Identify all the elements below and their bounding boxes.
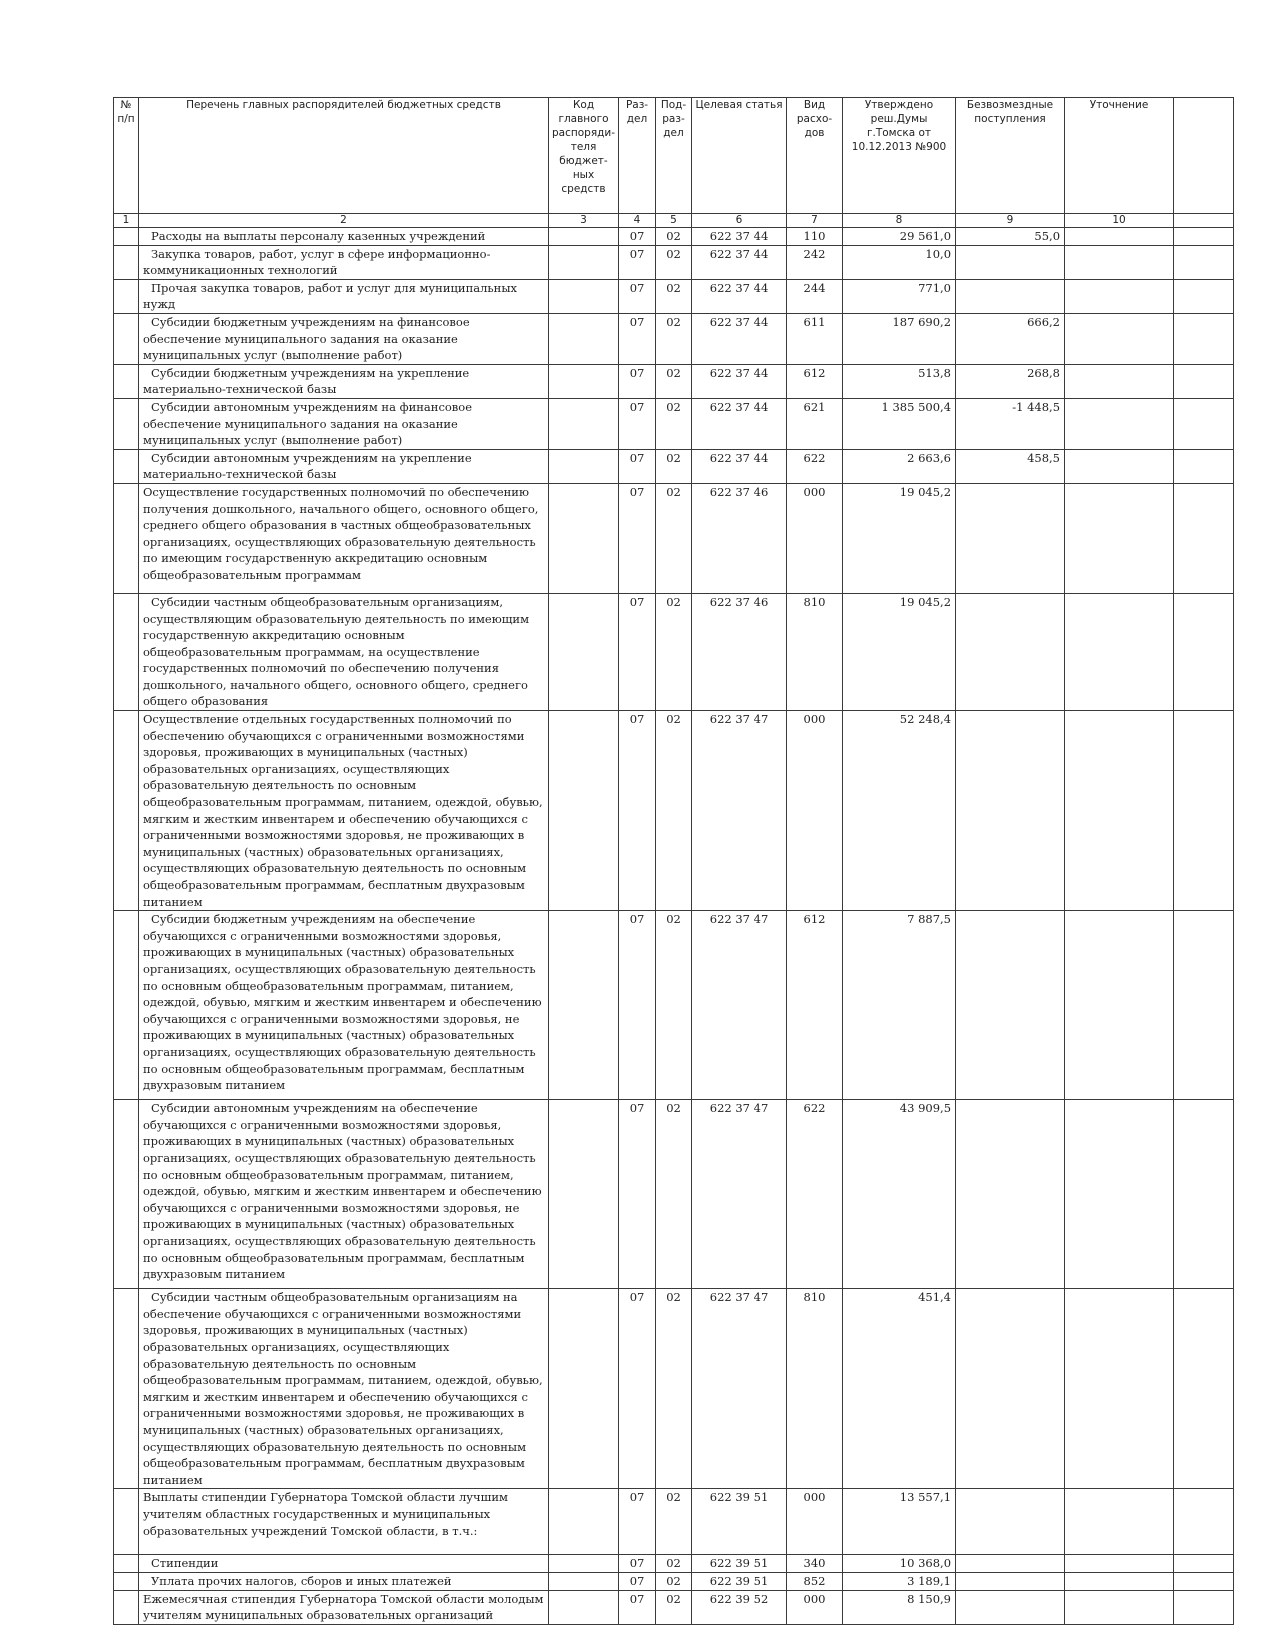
header-expense-type: Вид расхо-дов xyxy=(787,98,843,214)
row-name: Субсидии автономным учреждениям на финансовое обеспечение муниципального задания на оказание муниципальных услуг (выполнение работ) xyxy=(139,398,549,449)
row-target-article: 622 37 44 xyxy=(692,398,787,449)
row-section: 07 xyxy=(619,279,656,313)
row-grants: 268,8 xyxy=(956,364,1065,398)
row-code xyxy=(549,593,619,710)
column-number: 5 xyxy=(656,214,692,228)
row-section: 07 xyxy=(619,1555,656,1573)
row-target-article: 622 37 44 xyxy=(692,313,787,364)
row-grants xyxy=(956,1590,1065,1624)
row-section: 07 xyxy=(619,245,656,279)
row-target-article: 622 37 44 xyxy=(692,228,787,246)
row-extra xyxy=(1174,449,1234,483)
row-code xyxy=(549,911,619,1100)
row-approved: 187 690,2 xyxy=(843,313,956,364)
row-name: Закупка товаров, работ, услуг в сфере информационно-коммуникационных технологий xyxy=(139,245,549,279)
row-expense-type: 000 xyxy=(787,1489,843,1555)
row-expense-type: 340 xyxy=(787,1555,843,1573)
row-name: Осуществление отдельных государственных полномочий по обеспечению обучающихся с ограниченными возможностями здоровья, проживающих в муниципальных (частных) образовательных организациях, осуществляющих образовательную деятельность по основным общеобразовательным программам, питанием, одеждой, обувью, мягким и жестким инвентарем и обеспечению обучающихся с ограниченными возможностями здоровья, не проживающих в муниципальных (частных) образовательных организациях, осуществляющих образовательную деятельность по основным общеобразовательным программам, бесплатным двухразовым питанием xyxy=(139,711,549,911)
row-extra xyxy=(1174,398,1234,449)
row-expense-type: 612 xyxy=(787,911,843,1100)
row-name: Субсидии бюджетным учреждениям на обеспечение обучающихся с ограниченными возможностями здоровья, проживающих в муниципальных (частных) образовательных организациях, осуществляющих образовательную деятельность по основным общеобразовательным программам, питанием, одеждой, обувью, мягким и жестким инвентарем и обеспечению обучающихся с ограниченными возможностями здоровья, не проживающих в муниципальных (частных) образовательных организациях, осуществляющих образовательную деятельность по основным общеобразовательным программам, бесплатным двухразовым питанием xyxy=(139,911,549,1100)
row-clarification xyxy=(1065,279,1174,313)
row-expense-type: 621 xyxy=(787,398,843,449)
row-number xyxy=(114,313,139,364)
row-grants xyxy=(956,245,1065,279)
row-number xyxy=(114,364,139,398)
row-subsection: 02 xyxy=(656,1572,692,1590)
row-target-article: 622 37 47 xyxy=(692,1100,787,1289)
row-approved: 10 368,0 xyxy=(843,1555,956,1573)
row-approved: 10,0 xyxy=(843,245,956,279)
row-grants: 666,2 xyxy=(956,313,1065,364)
row-expense-type: 810 xyxy=(787,593,843,710)
row-section: 07 xyxy=(619,228,656,246)
column-number: 6 xyxy=(692,214,787,228)
row-approved: 19 045,2 xyxy=(843,483,956,593)
row-approved: 7 887,5 xyxy=(843,911,956,1100)
row-name: Субсидии автономным учреждениям на обеспечение обучающихся с ограниченными возможностями здоровья, проживающих в муниципальных (частных) образовательных организациях, осуществляющих образовательную деятельность по основным общеобразовательным программам, питанием, одеждой, обувью, мягким и жестким инвентарем и обеспечению обучающихся с ограниченными возможностями здоровья, не проживающих в муниципальных (частных) образовательных организациях, осуществляющих образовательную деятельность по основным общеобразовательным программам, бесплатным двухразовым питанием xyxy=(139,1100,549,1289)
table-row xyxy=(114,313,1234,364)
row-target-article: 622 39 51 xyxy=(692,1572,787,1590)
row-expense-type: 000 xyxy=(787,483,843,593)
row-approved: 1 385 500,4 xyxy=(843,398,956,449)
row-target-article: 622 37 47 xyxy=(692,711,787,911)
column-number: 1 xyxy=(114,214,139,228)
row-expense-type: 612 xyxy=(787,364,843,398)
table-header-row xyxy=(114,98,1234,214)
row-number xyxy=(114,1590,139,1624)
row-approved: 451,4 xyxy=(843,1289,956,1489)
row-subsection: 02 xyxy=(656,279,692,313)
row-subsection: 02 xyxy=(656,1100,692,1289)
row-grants xyxy=(956,1489,1065,1555)
table-row xyxy=(114,1590,1234,1624)
row-code xyxy=(549,1289,619,1489)
row-number xyxy=(114,398,139,449)
row-clarification xyxy=(1065,449,1174,483)
row-target-article: 622 37 44 xyxy=(692,245,787,279)
row-extra xyxy=(1174,228,1234,246)
column-number xyxy=(1174,214,1234,228)
column-number: 10 xyxy=(1065,214,1174,228)
row-code xyxy=(549,398,619,449)
row-section: 07 xyxy=(619,1489,656,1555)
row-name: Субсидии автономным учреждениям на укрепление материально-технической базы xyxy=(139,449,549,483)
header-clarification: Уточнение xyxy=(1065,98,1174,214)
row-approved: 13 557,1 xyxy=(843,1489,956,1555)
header-recipients: Перечень главных распорядителей бюджетных средств xyxy=(139,98,549,214)
row-name: Расходы на выплаты персоналу казенных учреждений xyxy=(139,228,549,246)
row-number xyxy=(114,1555,139,1573)
row-code xyxy=(549,711,619,911)
row-code xyxy=(549,279,619,313)
row-clarification xyxy=(1065,911,1174,1100)
row-clarification xyxy=(1065,245,1174,279)
row-approved: 2 663,6 xyxy=(843,449,956,483)
row-section: 07 xyxy=(619,313,656,364)
row-approved: 8 150,9 xyxy=(843,1590,956,1624)
row-code xyxy=(549,1100,619,1289)
row-name: Субсидии бюджетным учреждениям на укрепление материально-технической базы xyxy=(139,364,549,398)
row-clarification xyxy=(1065,1572,1174,1590)
row-code xyxy=(549,1572,619,1590)
row-grants xyxy=(956,1555,1065,1573)
row-section: 07 xyxy=(619,1100,656,1289)
table-row xyxy=(114,449,1234,483)
row-grants xyxy=(956,483,1065,593)
row-name: Субсидии частным общеобразовательным организациям на обеспечение обучающихся с ограниченными возможностями здоровья, проживающих в муниципальных (частных) образовательных организациях, осуществляющих образовательную деятельность по основным общеобразовательным программам, питанием, одеждой, обувью, мягким и жестким инвентарем и обеспечению обучающихся с ограниченными возможностями здоровья, не проживающих в муниципальных (частных) образовательных организациях, осуществляющих образовательную деятельность по основным общеобразовательным программам, бесплатным двухразовым питанием xyxy=(139,1289,549,1489)
row-extra xyxy=(1174,1100,1234,1289)
row-name: Прочая закупка товаров, работ и услуг для муниципальных нужд xyxy=(139,279,549,313)
table-row xyxy=(114,911,1234,1100)
row-subsection: 02 xyxy=(656,593,692,710)
table-row xyxy=(114,1289,1234,1489)
row-grants xyxy=(956,1572,1065,1590)
header-grants: Безвозмездные поступления xyxy=(956,98,1065,214)
row-grants xyxy=(956,911,1065,1100)
row-extra xyxy=(1174,711,1234,911)
row-extra xyxy=(1174,313,1234,364)
row-expense-type: 622 xyxy=(787,449,843,483)
row-clarification xyxy=(1065,1489,1174,1555)
row-number xyxy=(114,1489,139,1555)
row-number xyxy=(114,1572,139,1590)
row-code xyxy=(549,1590,619,1624)
row-code xyxy=(549,449,619,483)
column-number: 9 xyxy=(956,214,1065,228)
row-expense-type: 611 xyxy=(787,313,843,364)
row-grants xyxy=(956,1100,1065,1289)
table-row xyxy=(114,228,1234,246)
row-target-article: 622 37 44 xyxy=(692,279,787,313)
row-section: 07 xyxy=(619,1572,656,1590)
row-clarification xyxy=(1065,1590,1174,1624)
row-approved: 29 561,0 xyxy=(843,228,956,246)
row-number xyxy=(114,1100,139,1289)
row-clarification xyxy=(1065,483,1174,593)
table-row xyxy=(114,364,1234,398)
row-clarification xyxy=(1065,711,1174,911)
row-number xyxy=(114,279,139,313)
column-number-row xyxy=(114,214,1234,228)
table-row xyxy=(114,398,1234,449)
row-clarification xyxy=(1065,228,1174,246)
row-clarification xyxy=(1065,1100,1174,1289)
row-grants xyxy=(956,279,1065,313)
row-target-article: 622 39 51 xyxy=(692,1555,787,1573)
row-extra xyxy=(1174,279,1234,313)
row-name: Субсидии бюджетным учреждениям на финансовое обеспечение муниципального задания на оказание муниципальных услуг (выполнение работ) xyxy=(139,313,549,364)
row-number xyxy=(114,483,139,593)
row-code xyxy=(549,483,619,593)
row-name: Выплаты стипендии Губернатора Томской области лучшим учителям областных государственных и муниципальных образовательных учреждений Томской области, в т.ч.: xyxy=(139,1489,549,1555)
column-number: 4 xyxy=(619,214,656,228)
row-clarification xyxy=(1065,1555,1174,1573)
row-section: 07 xyxy=(619,1289,656,1489)
row-grants xyxy=(956,711,1065,911)
row-clarification xyxy=(1065,398,1174,449)
row-approved: 513,8 xyxy=(843,364,956,398)
row-extra xyxy=(1174,483,1234,593)
row-name: Ежемесячная стипендия Губернатора Томской области молодым учителям муниципальных образовательных организаций xyxy=(139,1590,549,1624)
row-code xyxy=(549,1489,619,1555)
row-extra xyxy=(1174,1590,1234,1624)
row-code xyxy=(549,245,619,279)
row-clarification xyxy=(1065,364,1174,398)
row-subsection: 02 xyxy=(656,911,692,1100)
row-subsection: 02 xyxy=(656,364,692,398)
row-extra xyxy=(1174,1489,1234,1555)
row-number xyxy=(114,228,139,246)
table-row xyxy=(114,1555,1234,1573)
row-target-article: 622 37 46 xyxy=(692,593,787,710)
row-approved: 19 045,2 xyxy=(843,593,956,710)
row-subsection: 02 xyxy=(656,1555,692,1573)
row-section: 07 xyxy=(619,483,656,593)
row-clarification xyxy=(1065,1289,1174,1489)
row-target-article: 622 37 47 xyxy=(692,911,787,1100)
row-subsection: 02 xyxy=(656,1590,692,1624)
row-name: Уплата прочих налогов, сборов и иных платежей xyxy=(139,1572,549,1590)
row-expense-type: 622 xyxy=(787,1100,843,1289)
row-target-article: 622 37 44 xyxy=(692,364,787,398)
row-expense-type: 000 xyxy=(787,1590,843,1624)
row-clarification xyxy=(1065,593,1174,710)
row-approved: 43 909,5 xyxy=(843,1100,956,1289)
row-section: 07 xyxy=(619,364,656,398)
row-section: 07 xyxy=(619,449,656,483)
budget-table xyxy=(113,97,1234,1625)
row-approved: 52 248,4 xyxy=(843,711,956,911)
table-row xyxy=(114,245,1234,279)
header-number: № п/п xyxy=(114,98,139,214)
table-row xyxy=(114,1489,1234,1555)
row-expense-type: 110 xyxy=(787,228,843,246)
row-section: 07 xyxy=(619,911,656,1100)
row-code xyxy=(549,364,619,398)
row-extra xyxy=(1174,1572,1234,1590)
header-section: Раз-дел xyxy=(619,98,656,214)
row-expense-type: 000 xyxy=(787,711,843,911)
row-extra xyxy=(1174,593,1234,710)
row-target-article: 622 39 52 xyxy=(692,1590,787,1624)
table-row xyxy=(114,1100,1234,1289)
row-grants: 55,0 xyxy=(956,228,1065,246)
row-grants: -1 448,5 xyxy=(956,398,1065,449)
row-number xyxy=(114,711,139,911)
row-grants: 458,5 xyxy=(956,449,1065,483)
header-target-article: Целевая статья xyxy=(692,98,787,214)
row-expense-type: 852 xyxy=(787,1572,843,1590)
row-code xyxy=(549,228,619,246)
row-name: Осуществление государственных полномочий по обеспечению получения дошкольного, начального общего, основного общего, среднего общего образования в частных общеобразовательных организациях, осуществляющих образовательную деятельность по имеющим государственную аккредитацию основным общеобразовательным программам xyxy=(139,483,549,593)
row-code xyxy=(549,313,619,364)
row-target-article: 622 37 46 xyxy=(692,483,787,593)
row-subsection: 02 xyxy=(656,711,692,911)
row-clarification xyxy=(1065,313,1174,364)
row-name: Субсидии частным общеобразовательным организациям, осуществляющим образовательную деятельность по имеющим государственную аккредитацию основным общеобразовательным программам, на осуществление государственных полномочий по обеспечению получения дошкольного, начального общего, основного общего, среднего общего образования xyxy=(139,593,549,710)
row-target-article: 622 39 51 xyxy=(692,1489,787,1555)
row-extra xyxy=(1174,245,1234,279)
row-extra xyxy=(1174,1289,1234,1489)
row-grants xyxy=(956,1289,1065,1489)
row-subsection: 02 xyxy=(656,483,692,593)
row-extra xyxy=(1174,911,1234,1100)
row-code xyxy=(549,1555,619,1573)
row-subsection: 02 xyxy=(656,245,692,279)
row-target-article: 622 37 44 xyxy=(692,449,787,483)
row-section: 07 xyxy=(619,711,656,911)
table-row xyxy=(114,593,1234,710)
row-subsection: 02 xyxy=(656,1489,692,1555)
row-grants xyxy=(956,593,1065,710)
row-subsection: 02 xyxy=(656,398,692,449)
row-number xyxy=(114,911,139,1100)
row-extra xyxy=(1174,1555,1234,1573)
row-approved: 3 189,1 xyxy=(843,1572,956,1590)
row-subsection: 02 xyxy=(656,228,692,246)
table-row xyxy=(114,279,1234,313)
row-expense-type: 810 xyxy=(787,1289,843,1489)
column-number: 7 xyxy=(787,214,843,228)
row-section: 07 xyxy=(619,593,656,710)
row-number xyxy=(114,1289,139,1489)
row-subsection: 02 xyxy=(656,449,692,483)
row-number xyxy=(114,449,139,483)
header-approved: Утверждено реш.Думы г.Томска от 10.12.2013 №900 xyxy=(843,98,956,214)
table-row xyxy=(114,1572,1234,1590)
row-expense-type: 244 xyxy=(787,279,843,313)
row-name: Стипендии xyxy=(139,1555,549,1573)
row-subsection: 02 xyxy=(656,1289,692,1489)
table-row xyxy=(114,483,1234,593)
row-number xyxy=(114,593,139,710)
row-extra xyxy=(1174,364,1234,398)
row-target-article: 622 37 47 xyxy=(692,1289,787,1489)
column-number: 8 xyxy=(843,214,956,228)
row-number xyxy=(114,245,139,279)
column-number: 3 xyxy=(549,214,619,228)
table-row xyxy=(114,711,1234,911)
header-extra xyxy=(1174,98,1234,214)
header-subsection: Под-раз-дел xyxy=(656,98,692,214)
header-code: Код главного распоряди-теля бюджет-ных средств xyxy=(549,98,619,214)
row-approved: 771,0 xyxy=(843,279,956,313)
row-expense-type: 242 xyxy=(787,245,843,279)
row-section: 07 xyxy=(619,1590,656,1624)
row-section: 07 xyxy=(619,398,656,449)
row-subsection: 02 xyxy=(656,313,692,364)
column-number: 2 xyxy=(139,214,549,228)
